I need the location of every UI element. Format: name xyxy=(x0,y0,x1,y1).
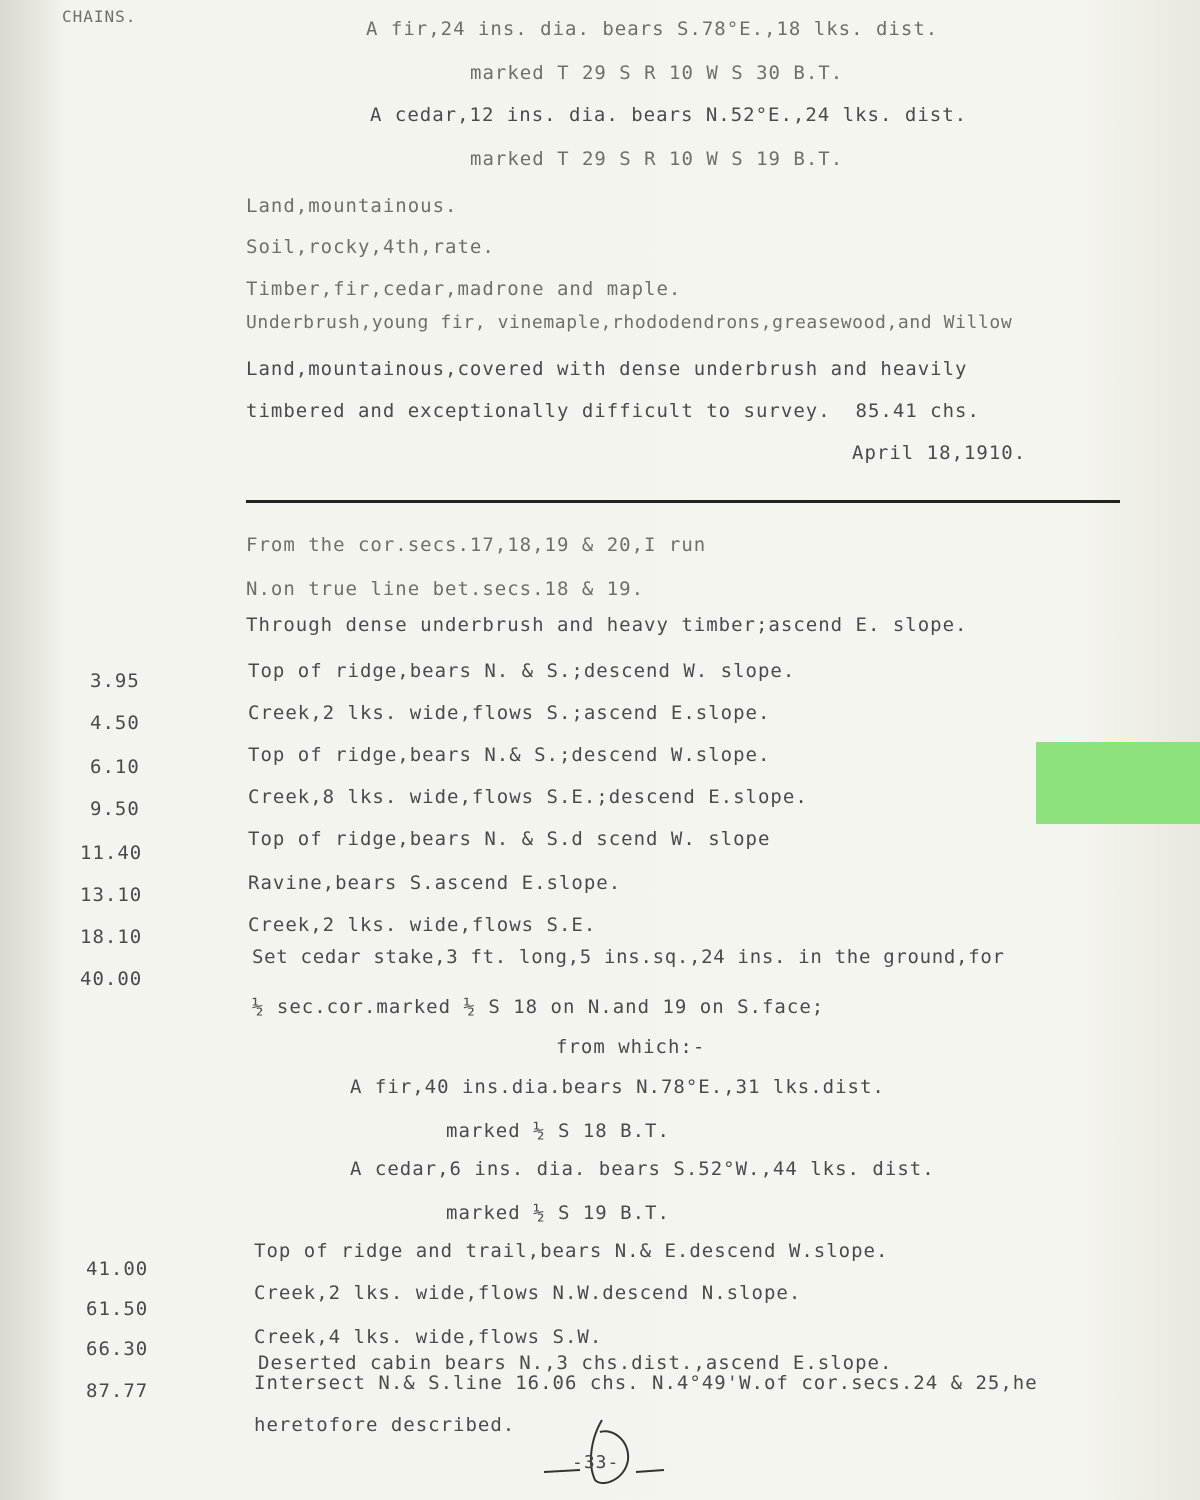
section-divider xyxy=(246,500,1120,503)
field-note-entry: Top of ridge,bears N. & S.;descend W. slope. xyxy=(248,660,796,682)
chain-distance: 9.50 xyxy=(90,798,140,820)
land-description: Land,mountainous. xyxy=(246,195,458,217)
bearing-tree-marking: marked ½ S 19 B.T. xyxy=(446,1202,670,1224)
field-note-entry: Top of ridge,bears N.& S.;descend W.slope. xyxy=(248,744,771,766)
bearing-tree-line: A fir,40 ins.dia.bears N.78°E.,31 lks.dist. xyxy=(350,1076,885,1098)
land-summary: Land,mountainous,covered with dense underbrush and heavily xyxy=(246,358,968,380)
quarter-corner-line: ½ sec.cor.marked ½ S 18 on N.and 19 on S.face; xyxy=(252,996,825,1018)
bearing-tree-line: A cedar,6 ins. dia. bears S.52°W.,44 lks. dist. xyxy=(350,1158,935,1180)
intro-line: From the cor.secs.17,18,19 & 20,I run xyxy=(246,534,707,556)
field-note-entry: Creek,2 lks. wide,flows S.E. xyxy=(248,914,597,936)
chain-distance: 61.50 xyxy=(86,1298,149,1320)
bearing-tree-marking: marked ½ S 18 B.T. xyxy=(446,1120,670,1142)
field-note-entry: Top of ridge,bears N. & S.d scend W. slope xyxy=(248,828,771,850)
chain-distance: 41.00 xyxy=(86,1258,149,1280)
field-note-entry: Creek,2 lks. wide,flows N.W.descend N.slope. xyxy=(254,1282,802,1304)
chain-distance: 18.10 xyxy=(80,926,143,948)
chain-distance: 87.77 xyxy=(86,1380,149,1402)
field-note-entry: Intersect N.& S.line 16.06 chs. N.4°49'W.of cor.secs.24 & 25,he xyxy=(254,1372,1038,1394)
bearing-tree-marking: marked T 29 S R 10 W S 19 B.T. xyxy=(470,148,844,170)
field-note-entry: Creek,2 lks. wide,flows S.;ascend E.slope. xyxy=(248,702,771,724)
field-note-entry: Top of ridge and trail,bears N.& E.descend W.slope. xyxy=(254,1240,889,1262)
land-summary-cont: timbered and exceptionally difficult to survey. 85.41 chs. xyxy=(246,400,980,422)
field-note-entry: Creek,8 lks. wide,flows S.E.;descend E.slope. xyxy=(248,786,808,808)
chain-distance: 4.50 xyxy=(90,712,140,734)
field-note-continuation: heretofore described. xyxy=(254,1414,516,1436)
cabin-note: Deserted cabin bears N.,3 chs.dist.,ascend E.slope. xyxy=(258,1352,893,1374)
page-shadow xyxy=(0,0,60,1500)
date-line: April 18,1910. xyxy=(852,442,1027,464)
soil-description: Soil,rocky,4th,rate. xyxy=(246,236,495,258)
from-which-line: from which:- xyxy=(556,1036,706,1058)
field-note-entry: Creek,4 lks. wide,flows S.W. xyxy=(254,1326,603,1348)
field-note-entry: Ravine,bears S.ascend E.slope. xyxy=(248,872,622,894)
chain-distance: 11.40 xyxy=(80,842,143,864)
bearing-tree-line: A cedar,12 ins. dia. bears N.52°E.,24 lks. dist. xyxy=(370,104,968,126)
chain-distance: 3.95 xyxy=(90,670,140,692)
chain-distance: 13.10 xyxy=(80,884,143,906)
intro-line: N.on true line bet.secs.18 & 19. xyxy=(246,578,645,600)
green-tab-marker xyxy=(1036,742,1200,824)
intro-line: Through dense underbrush and heavy timber;ascend E. slope. xyxy=(246,614,968,636)
chain-distance: 6.10 xyxy=(90,756,140,778)
bearing-tree-marking: marked T 29 S R 10 W S 30 B.T. xyxy=(470,62,844,84)
timber-description: Timber,fir,cedar,madrone and maple. xyxy=(246,278,682,300)
chain-distance: 66.30 xyxy=(86,1338,149,1360)
field-note-entry: Set cedar stake,3 ft. long,5 ins.sq.,24 ins. in the ground,for xyxy=(252,946,1005,968)
chain-distance: 40.00 xyxy=(80,968,143,990)
underbrush-description: Underbrush,young fir, vinemaple,rhododendrons,greasewood,and Willow xyxy=(246,312,1013,333)
page-number: -33- xyxy=(572,1452,620,1473)
column-heading-chains: CHAINS. xyxy=(62,7,137,26)
bearing-tree-line: A fir,24 ins. dia. bears S.78°E.,18 lks. dist. xyxy=(366,18,939,40)
